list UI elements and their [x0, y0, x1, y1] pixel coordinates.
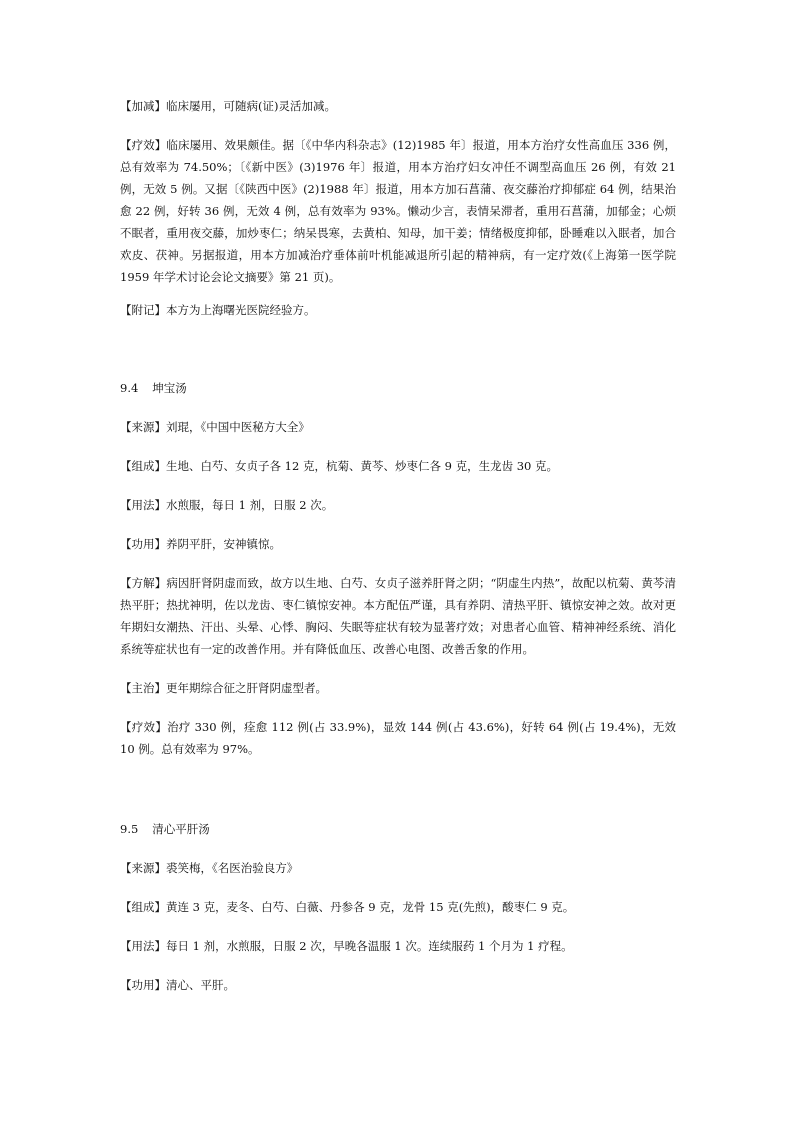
section-number: 9.4 [120, 381, 139, 395]
paragraph-tag: 【来源】 [120, 861, 166, 875]
paragraph-zhuzhi [120, 677, 676, 699]
paragraph-zucheng-1 [120, 455, 676, 477]
paragraph-tag: 【组成】 [120, 900, 166, 914]
paragraph-text: 每日 1 剂，水煎服，日服 2 次，早晚各温服 1 次。连续服药 1 个月为 1 疗程。 [166, 939, 573, 953]
paragraph-yongfa-1 [120, 494, 676, 516]
paragraph-fangjie [120, 572, 676, 660]
paragraph-tag: 【主治】 [120, 681, 166, 695]
paragraph-liaoxiao-1 [120, 134, 676, 288]
section-title: 清心平肝汤 [152, 822, 210, 836]
paragraph-tag: 【加减】 [120, 99, 166, 113]
paragraph-text: 刘琨，《中国中医秘方大全》 [166, 420, 310, 434]
paragraph-text: 更年期综合征之肝肾阴虚型者。 [166, 681, 327, 695]
paragraph-gongyong-1 [120, 533, 676, 555]
paragraph-tag: 【组成】 [120, 459, 166, 473]
paragraph-tag: 【疗效】 [120, 138, 167, 152]
paragraph-text: 本方为上海曙光医院经验方。 [166, 303, 316, 317]
paragraph-text: 临床屡用、效果颇佳。据〔《中华内科杂志》(12)1985 年〕报道，用本方治疗女性高血压 336 例，总有效率为 74.50%；〔《新中医》(3)1976 年〕报道，用本方治疗妇女冲任不调型高血压 26 例，有效 21 例，无效 5 例。又据〔《陕西中医》(2)1988 年〕报道，用本方加石菖蒲、夜交藤治疗抑郁症 64 例，结果治愈 22 例，好转 36 例，无效 4 例，总有效率为 93%。懒动少言，表情呆滞者，重用石菖蒲，加郁金；心烦不眠者，重用夜交藤，加炒枣仁；纳呆畏寒，去黄柏、知母，加干姜；情绪极度抑郁，卧睡难以入眠者，加合欢皮、茯神。另据报道，用本方加减治疗垂体前叶机能减退所引起的精神病，有一定疗效(《上海第一医学院 1959 年学术讨论会论文摘要》第 21 页)。 [120, 138, 676, 284]
paragraph-laiyuan-2 [120, 857, 676, 879]
paragraph-gongyong-2 [120, 974, 676, 996]
paragraph-tag: 【用法】 [120, 939, 166, 953]
paragraph-tag: 【疗效】 [120, 720, 168, 734]
paragraph-text: 水煎服，每日 1 剂，日服 2 次。 [166, 498, 334, 512]
section-heading-9-5 [120, 818, 210, 840]
section-number: 9.5 [120, 822, 139, 836]
paragraph-tag: 【方解】 [120, 576, 167, 590]
section-heading-9-4 [120, 377, 187, 399]
section-title: 坤宝汤 [152, 381, 187, 395]
paragraph-tag: 【来源】 [120, 420, 166, 434]
paragraph-fuji [120, 299, 676, 321]
paragraph-text: 治疗 330 例，痊愈 112 例(占 33.9%)，显效 144 例(占 43.6%)，好转 64 例(占 19.4%)，无效 10 例。总有效率为 97%。 [120, 720, 676, 756]
paragraph-text: 养阴平肝，安神镇惊。 [166, 537, 281, 551]
paragraph-jiajian [120, 95, 676, 117]
paragraph-tag: 【用法】 [120, 498, 166, 512]
paragraph-text: 病因肝肾阴虚而致，故方以生地、白芍、女贞子滋养肝肾之阴；“阴虚生内热”，故配以杭菊、黄芩清热平肝；热扰神明，佐以龙齿、枣仁镇惊安神。本方配伍严谨，具有养阴、清热平肝、镇惊安神之效。故对更年期妇女潮热、汗出、头晕、心悸、胸闷、失眠等症状有较为显著疗效；对患者心血管、精神神经系统、消化系统等症状也有一定的改善作用。并有降低血压、改善心电图、改善舌象的作用。 [120, 576, 676, 656]
paragraph-laiyuan-1 [120, 416, 676, 438]
paragraph-text: 黄连 3 克，麦冬、白芍、白薇、丹参各 9 克，龙骨 15 克(先煎)，酸枣仁 9 克。 [166, 900, 575, 914]
paragraph-tag: 【功用】 [120, 978, 166, 992]
paragraph-text: 生地、白芍、女贞子各 12 克，杭菊、黄芩、炒枣仁各 9 克，生龙齿 30 克。 [166, 459, 559, 473]
paragraph-liaoxiao-2 [120, 716, 676, 760]
paragraph-tag: 【附记】 [120, 303, 166, 317]
paragraph-tag: 【功用】 [120, 537, 166, 551]
paragraph-text: 清心、平肝。 [166, 978, 235, 992]
paragraph-yongfa-2 [120, 935, 676, 957]
paragraph-zucheng-2 [120, 896, 676, 918]
paragraph-text: 裘笑梅，《名医治验良方》 [166, 861, 299, 875]
paragraph-text: 临床屡用，可随病(证)灵活加减。 [166, 99, 336, 113]
